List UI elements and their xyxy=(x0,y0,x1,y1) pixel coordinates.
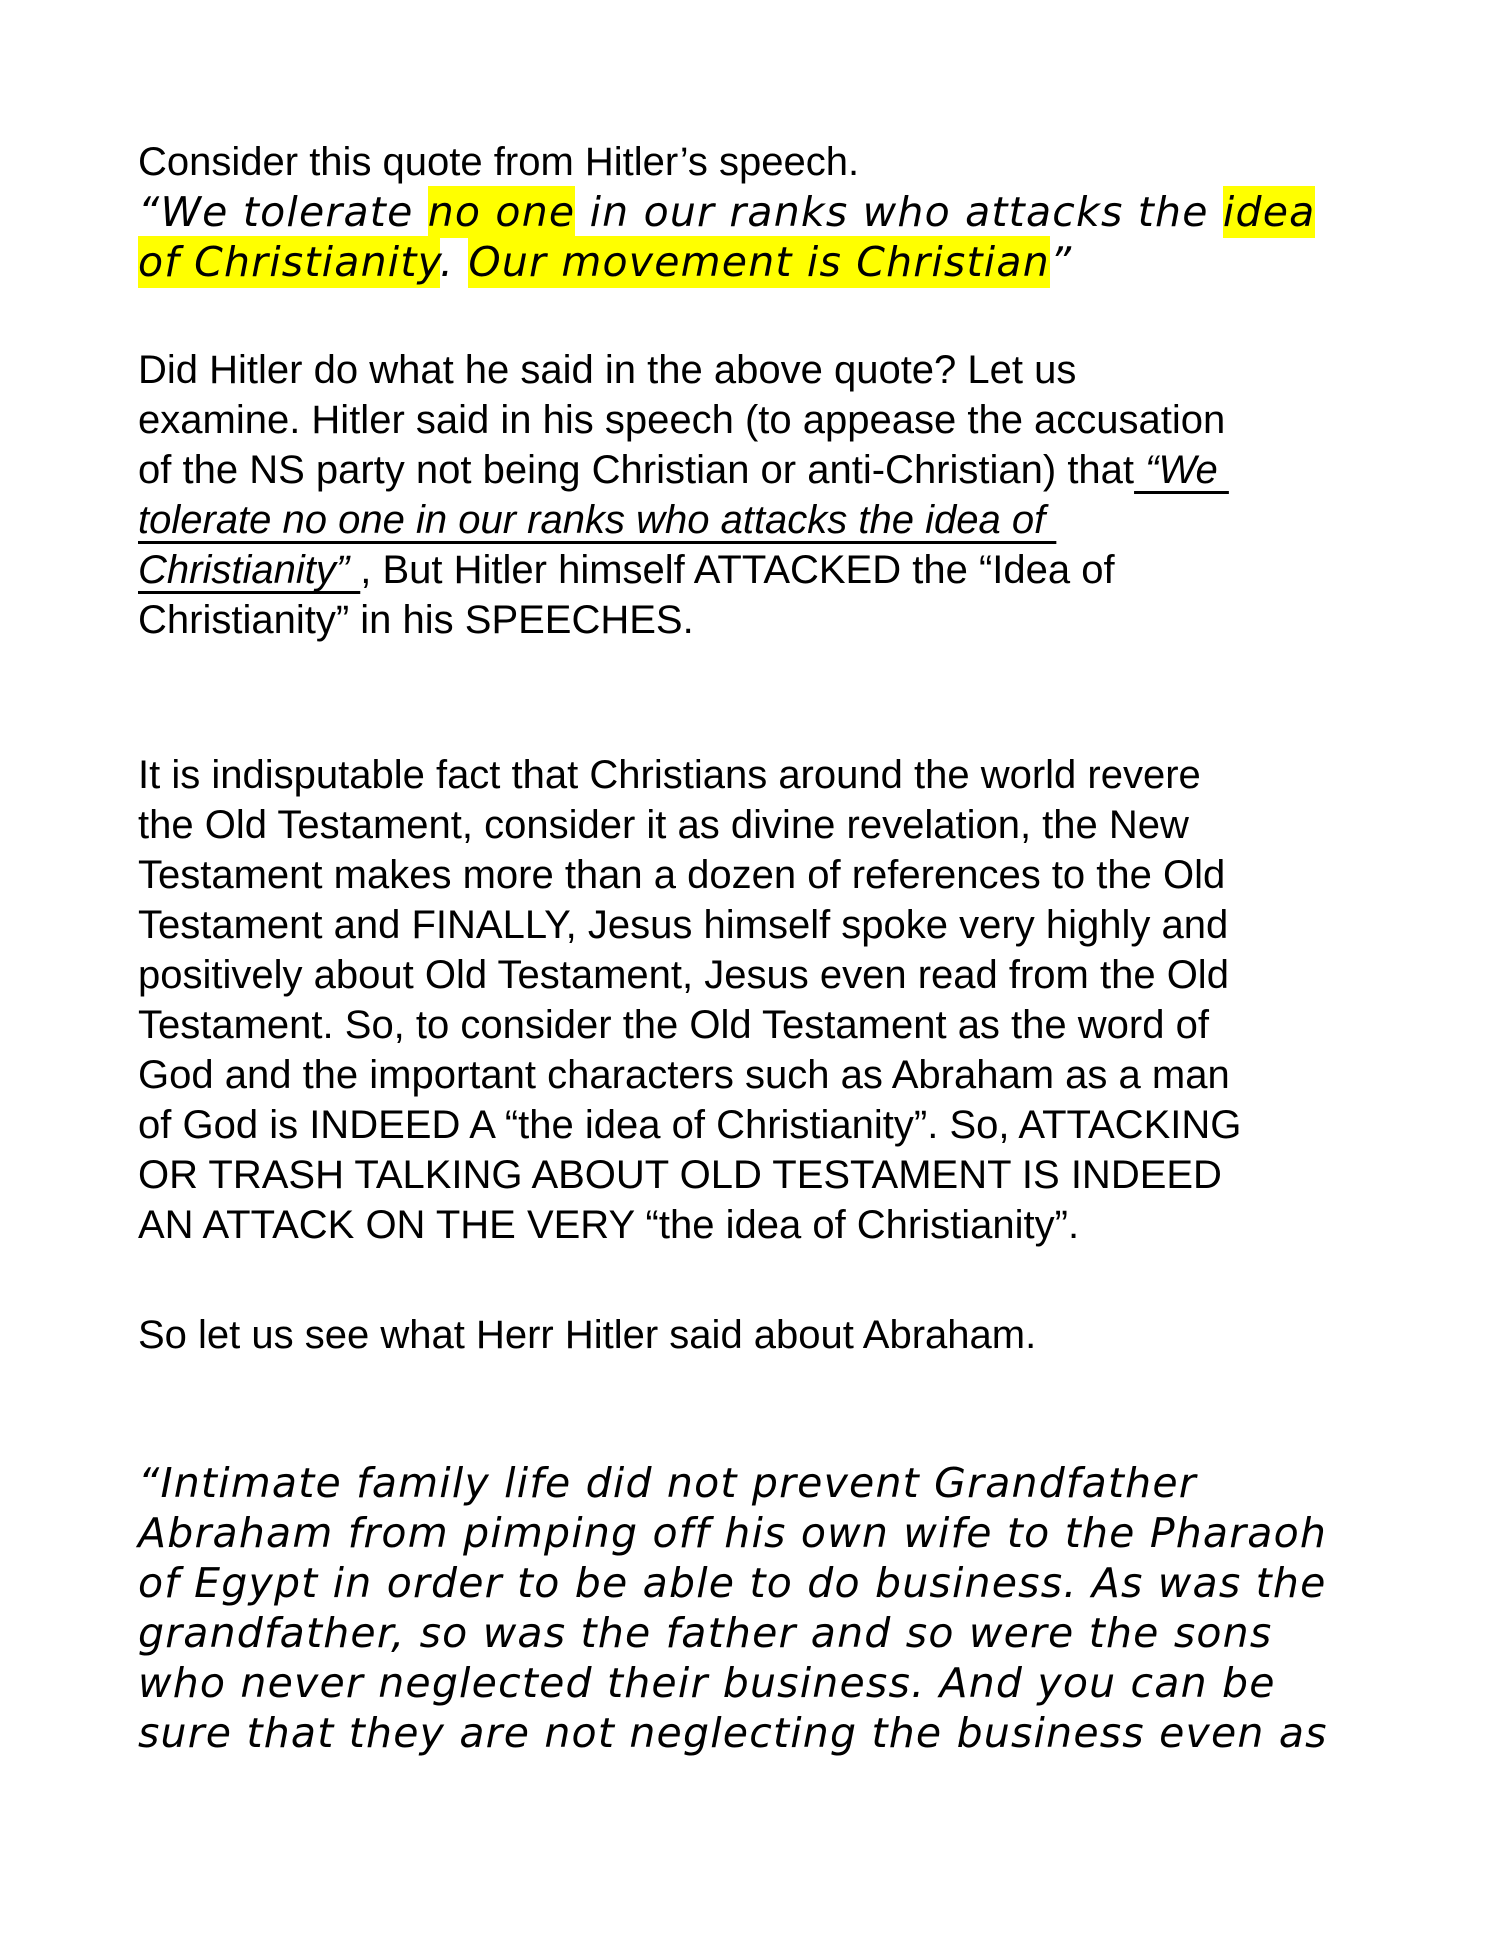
text-run: So let us see what Herr Hitler said about Abraham. xyxy=(138,1313,1037,1357)
text-run: of Egypt in order to be able to do business. As was the xyxy=(138,1559,1327,1607)
text-run: God and the important characters such as Abraham as a man xyxy=(138,1053,1230,1097)
text-line xyxy=(138,187,1395,237)
text-run: Testament makes more than a dozen of references to the Old xyxy=(138,853,1226,897)
text-line xyxy=(138,800,1395,850)
text-line xyxy=(138,1100,1395,1150)
text-line xyxy=(138,900,1395,950)
text-run: Christianity” in his SPEECHES. xyxy=(138,598,694,642)
paragraph-so-let-us xyxy=(138,1310,1395,1360)
text-line xyxy=(138,950,1395,1000)
text-line xyxy=(138,495,1395,545)
paragraph-old-testament xyxy=(138,750,1395,1250)
text-run: OR TRASH TALKING ABOUT OLD TESTAMENT IS INDEED xyxy=(138,1153,1222,1197)
text-run: who never neglected their business. And you can be xyxy=(138,1659,1276,1707)
text-line xyxy=(138,595,1395,645)
text-line xyxy=(138,1658,1395,1708)
text-run: grandfather, so was the father and so were the sons xyxy=(138,1609,1273,1657)
text-run: positively about Old Testament, Jesus even read from the Old xyxy=(138,953,1229,997)
text-line xyxy=(138,850,1395,900)
text-run: AN ATTACK ON THE VERY “the idea of Christianity”. xyxy=(138,1203,1080,1247)
text-run: Did Hitler do what he said in the above quote? Let us xyxy=(138,348,1077,392)
text-line xyxy=(138,1310,1395,1360)
text-run: in our ranks who attacks the xyxy=(575,188,1223,236)
text-run: sure that they are not neglecting the business even as xyxy=(138,1709,1328,1757)
paragraph-speech-quote xyxy=(138,187,1395,287)
text-run: “We tolerate xyxy=(138,188,428,236)
text-run: , But Hitler himself ATTACKED the “Idea of xyxy=(360,548,1115,592)
highlighted-text: idea xyxy=(1222,188,1316,236)
text-run: Consider this quote from Hitler’s speech. xyxy=(138,140,860,184)
paragraph-abraham-quote xyxy=(138,1458,1395,1758)
text-line xyxy=(138,1458,1395,1508)
paragraph-intro xyxy=(138,137,1395,187)
text-line xyxy=(138,137,1395,187)
highlighted-text: Our movement is Christian xyxy=(468,238,1050,286)
text-line xyxy=(138,1508,1395,1558)
text-line xyxy=(138,395,1395,445)
text-line xyxy=(138,1150,1395,1200)
text-line xyxy=(138,445,1395,495)
text-run: Testament and FINALLY, Jesus himself spoke very highly and xyxy=(138,903,1229,947)
text-line xyxy=(138,1200,1395,1250)
text-line xyxy=(138,545,1395,595)
document-body xyxy=(138,137,1395,1758)
text-line xyxy=(138,1708,1395,1758)
text-line xyxy=(138,1000,1395,1050)
text-line xyxy=(138,1050,1395,1100)
text-run: of the NS party not being Christian or anti-Christian) that xyxy=(138,448,1135,492)
text-run: the Old Testament, consider it as divine revelation, the New xyxy=(138,803,1189,847)
text-line xyxy=(138,750,1395,800)
paragraph-analysis xyxy=(138,345,1395,645)
highlighted-text: no one xyxy=(427,188,576,236)
text-run: “Intimate family life did not prevent Grandfather xyxy=(138,1459,1197,1507)
text-line xyxy=(138,1608,1395,1658)
text-line xyxy=(138,345,1395,395)
text-line xyxy=(138,1558,1395,1608)
text-run: ” xyxy=(1049,238,1073,286)
text-run: . xyxy=(439,238,469,286)
text-run: tolerate no one in our ranks who attacks the idea of xyxy=(138,498,1057,542)
text-run: examine. Hitler said in his speech (to appease the accusation xyxy=(138,398,1226,442)
text-line xyxy=(138,237,1395,287)
text-run: Abraham from pimping off his own wife to the Pharaoh xyxy=(138,1509,1328,1557)
text-run: Testament. So, to consider the Old Testament as the word of xyxy=(138,1003,1209,1047)
highlighted-text: of Christianity xyxy=(138,238,440,286)
text-run: “We xyxy=(1134,448,1229,492)
text-run: of God is INDEED A “the idea of Christianity”. So, ATTACKING xyxy=(138,1103,1242,1147)
text-run: It is indisputable fact that Christians around the world revere xyxy=(138,753,1201,797)
text-run: Christianity” xyxy=(138,548,361,592)
